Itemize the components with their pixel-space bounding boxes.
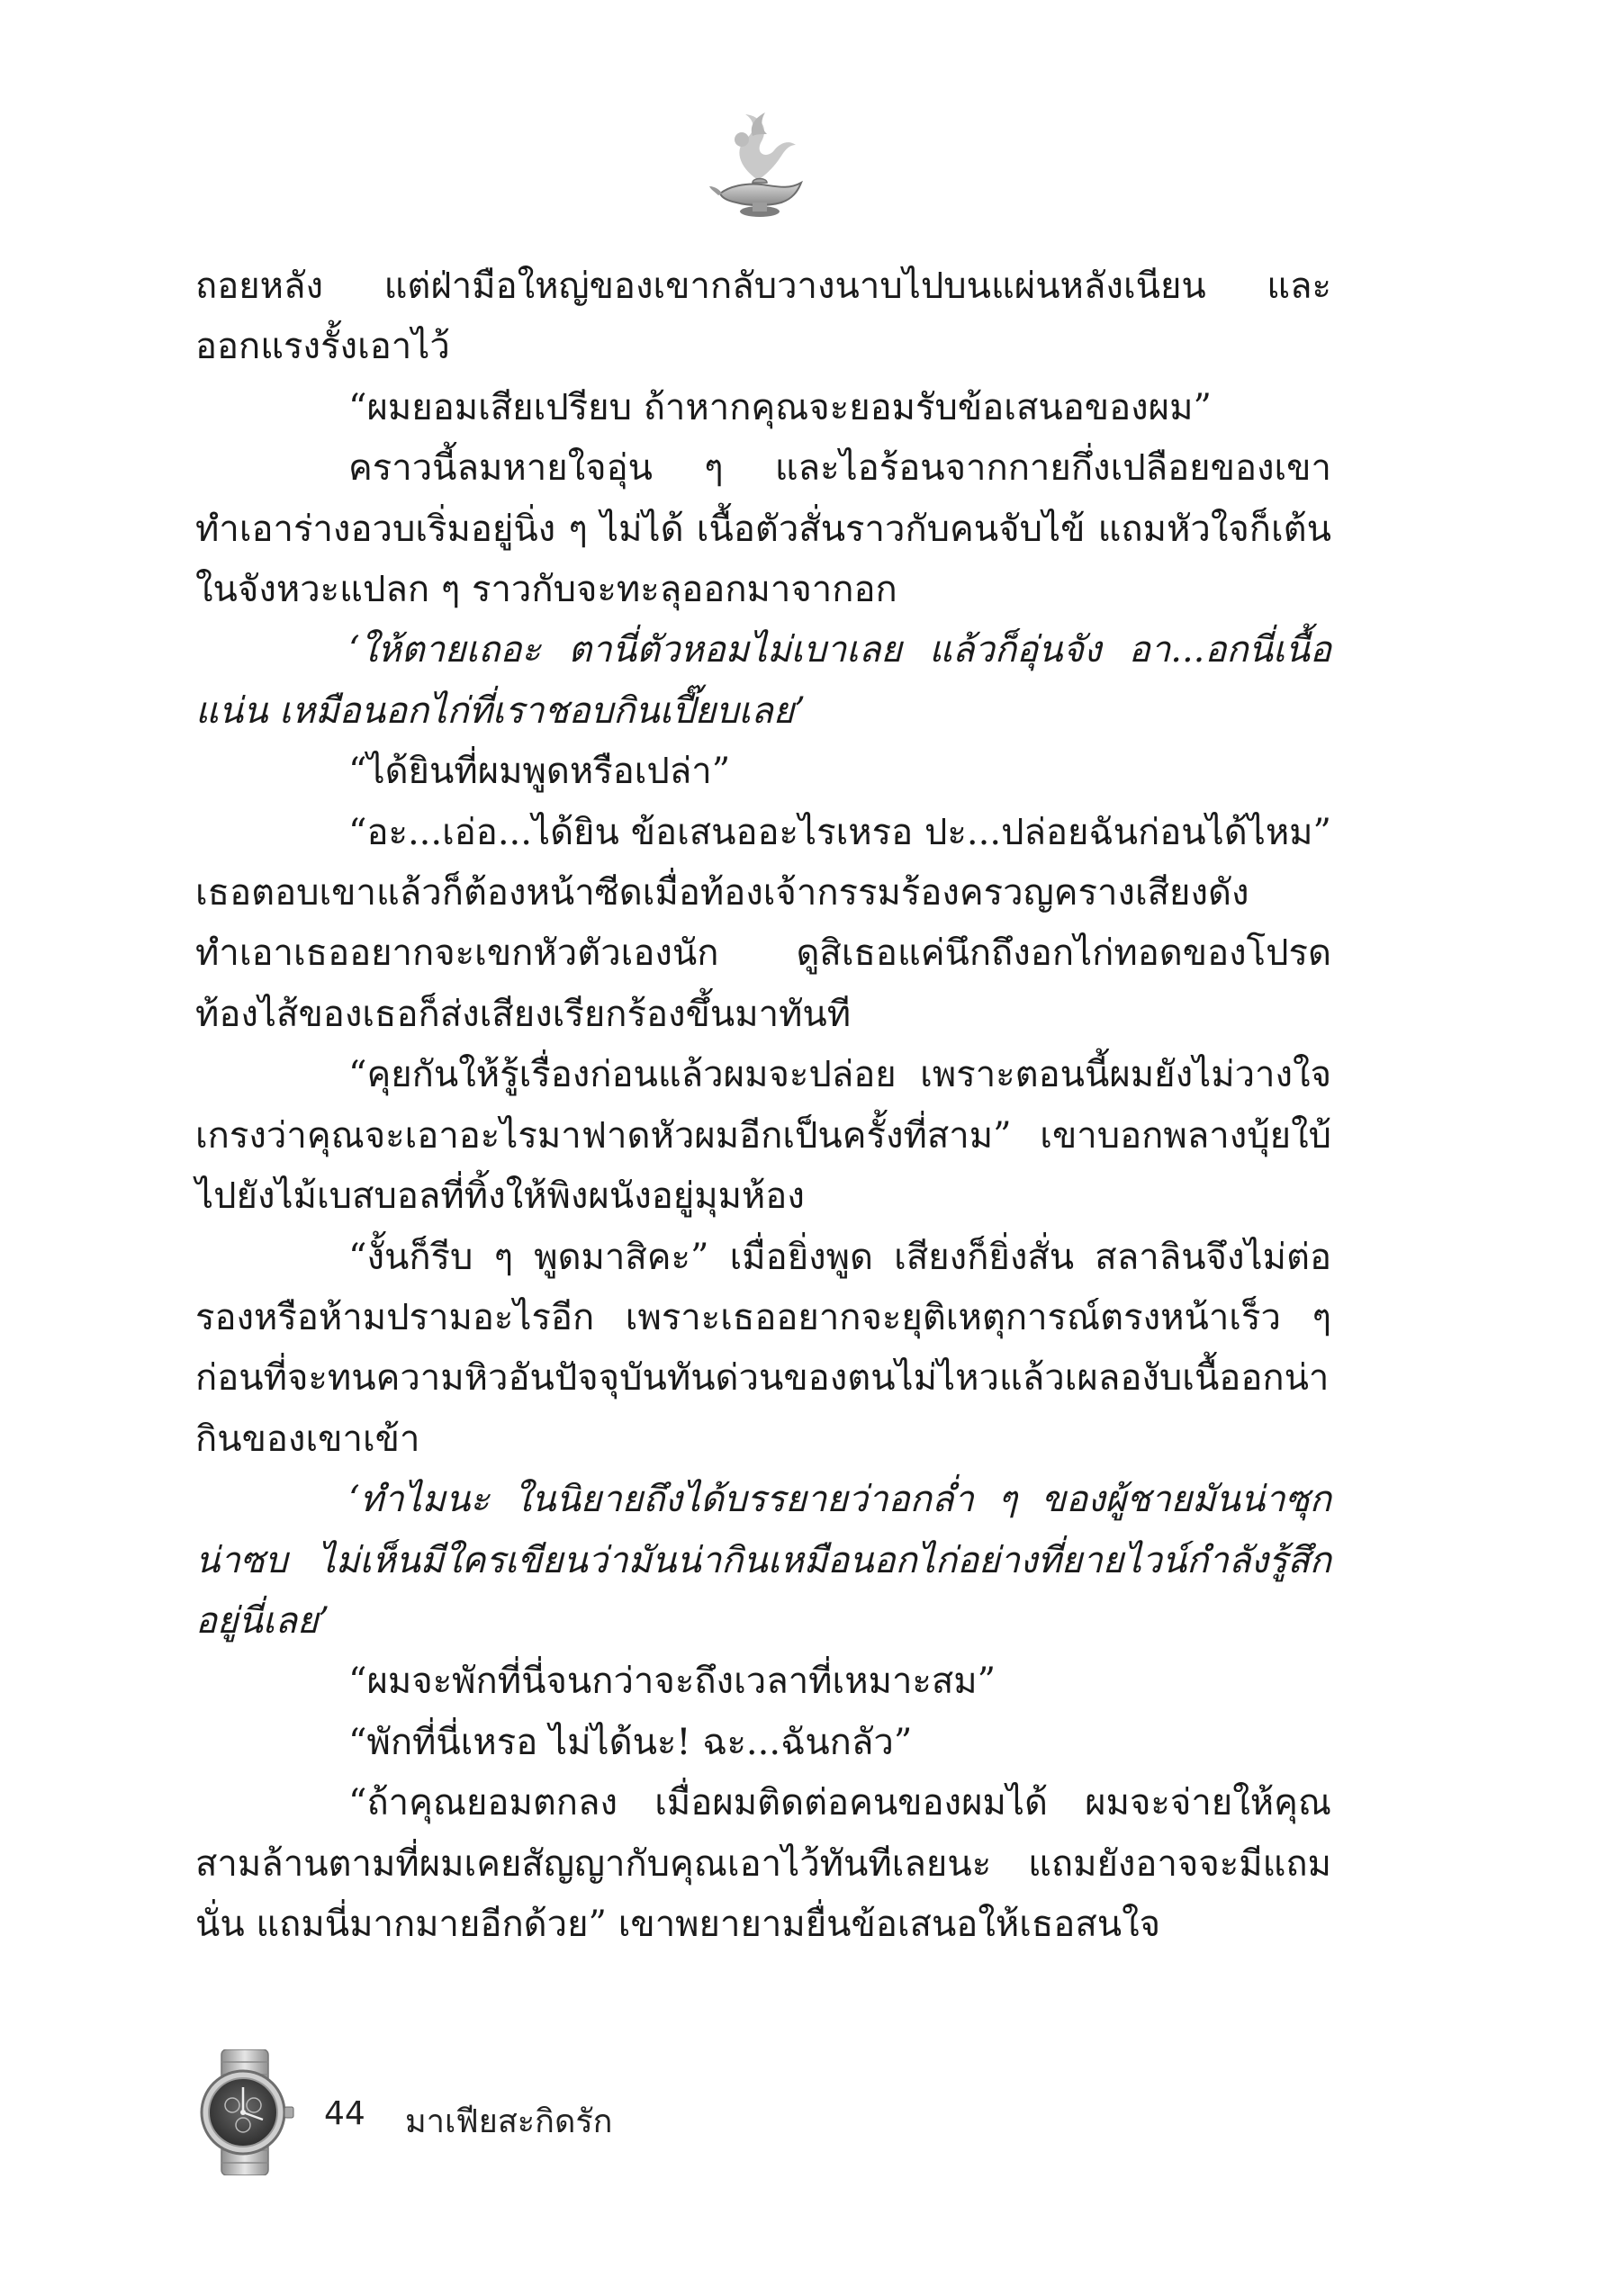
paragraph: “อะ...เอ่อ...ได้ยิน ข้อเสนออะไรเหรอ ปะ...ปล่อยฉันก่อนได้ไหม” เธอตอบเขาแล้วก็ต้องหน้าซีดเมื่อท้องเจ้ากรรมร้องครวญครางเสียงดัง ทำเอาเธออยากจะเขกหัวตัวเองนัก ดูสิเธอแค่นึกถึงอกไก่ทอดของโปรด ท้องไส้ของเธอก็ส่งเสียงเรียกร้องขึ้นมาทันที [195, 811, 1331, 1035]
paragraph: “คุยกันให้รู้เรื่องก่อนแล้วผมจะปล่อย เพราะตอนนี้ผมยังไม่วางใจ เกรงว่าคุณจะเอาอะไรมาฟาดหัวผมอีกเป็นครั้งที่สาม” เขาบอกพลางบุ้ยใบ้ไปยังไม้เบสบอลที่ทิ้งให้พิงผนังอยู่มุมห้อง [195, 1054, 1331, 1218]
paragraph: “พักที่นี่เหรอ ไม่ได้นะ! ฉะ...ฉันกลัว” [348, 1721, 913, 1763]
paragraph: ถอยหลัง แต่ฝ่ามือใหญ่ของเขากลับวางนาบไปบนแผ่นหลังเนียน และออกแรงรั้งเอาไว้ [195, 266, 1331, 368]
wristwatch-icon [191, 2049, 299, 2175]
paragraph: “ได้ยินที่ผมพูดหรือเปล่า” [348, 751, 731, 793]
page-number: 44 [324, 2095, 365, 2132]
paragraph: “งั้นก็รีบ ๆ พูดมาสิคะ” เมื่อยิ่งพูด เสียงก็ยิ่งสั่น สลาลินจึงไม่ต่อรองหรือห้ามปรามอะไรอีก เพราะเธออยากจะยุติเหตุการณ์ตรงหน้าเร็ว ๆ ก่อนที่จะทนความหิวอันปัจจุบันทันด่วนของตนไม่ไหวแล้วเผลองับเนื้ออกน่ากินของเขาเข้า [195, 1236, 1331, 1460]
paragraph: คราวนี้ลมหายใจอุ่น ๆ และไอร้อนจากกายกึ่งเปลือยของเขาทำเอาร่างอวบเริ่มอยู่นิ่ง ๆ ไม่ได้ เนื้อตัวสั่นราวกับคนจับไข้ แถมหัวใจก็เต้นในจังหวะแปลก ๆ ราวกับจะทะลุออกมาจากอก [195, 447, 1331, 611]
inner-thought-paragraph: ‘ทำไมนะ ในนิยายถึงได้บรรยายว่าอกล่ำ ๆ ของผู้ชายมันน่าซุกน่าซบ ไม่เห็นมีใครเขียนว่ามันน่ากินเหมือนอกไก่อย่างที่ยายไวน์กำลังรู้สึกอยู่นี่เลย’ [195, 1479, 1331, 1642]
body-text [195, 257, 1331, 2021]
inner-thought-paragraph: ‘ให้ตายเถอะ ตานี่ตัวหอมไม่เบาเลย แล้วก็อุ่นจัง อา...อกนี่เนื้อแน่น เหมือนอกไก่ที่เราชอบกินเปี๊ยบเลย’ [195, 629, 1331, 732]
book-title: มาเฟียสะกิดรัก [405, 2103, 613, 2140]
genie-lamp-icon [702, 104, 819, 230]
page-footer [180, 2045, 810, 2180]
paragraph: “ถ้าคุณยอมตกลง เมื่อผมติดต่อคนของผมได้ ผมจะจ่ายให้คุณสามล้านตามที่ผมเคยสัญญากับคุณเอาไว้ทันทีเลยนะ แถมยังอาจจะมีแถมนั่น แถมนี่มากมายอีกด้วย” เขาพยายามยื่นข้อเสนอให้เธอสนใจ [195, 1782, 1331, 1945]
paragraph: “ผมจะพักที่นี่จนกว่าจะถึงเวลาที่เหมาะสม” [348, 1661, 996, 1703]
paragraph: “ผมยอมเสียเปรียบ ถ้าหากคุณจะยอมรับข้อเสนอของผม” [348, 386, 1212, 428]
